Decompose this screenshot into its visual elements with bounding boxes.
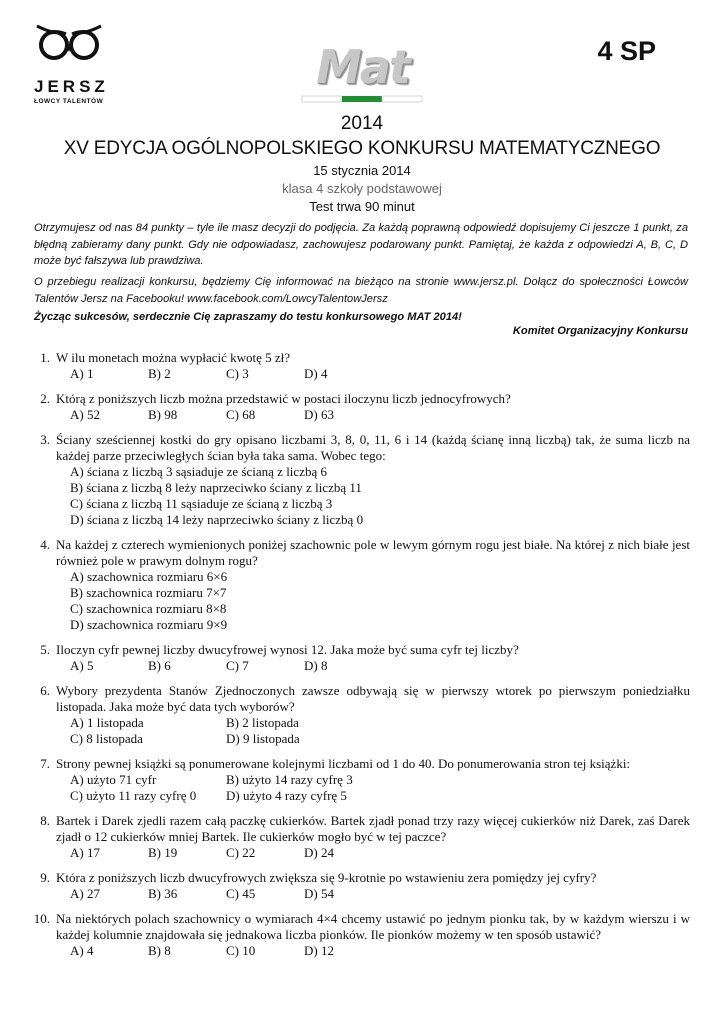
question-number: 3. — [40, 432, 50, 447]
option-b: B) 98 — [148, 407, 178, 422]
jersz-logo — [28, 22, 116, 112]
option-d: D) 63 — [304, 407, 334, 422]
question-list — [0, 350, 724, 968]
option-a: A) użyto 71 cyfr — [70, 772, 157, 787]
question-1 — [0, 350, 724, 382]
question-text: Która z poniższych liczb dwucyfrowych zwiększa się 9-krotnie po wstawieniu zera pomiędzy jej cyfry? — [56, 870, 597, 885]
option-a: A) 27 — [70, 886, 100, 901]
question-text: Na każdej z czterech wymienionych poniżej szachownic pole w lewym górnym rogu jest białe. Na której z nich białe jest również pole w prawym dolnym rogu? — [56, 537, 690, 568]
question-number: 9. — [40, 870, 50, 885]
option-d: D) 8 — [304, 658, 328, 673]
owl-eyes-icon — [33, 22, 105, 62]
option-d: D) 9 listopada — [226, 731, 300, 746]
question-text: Na niektórych polach szachownicy o wymiarach 4×4 chcemy ustawić po jednym pionku tak, by w każdym wierszu i w każdej kolumnie znajdowała się jednakowa liczba pionków. Ile pionków możemy w ten sposób ustawić? — [56, 911, 690, 942]
question-6 — [0, 683, 724, 747]
option-c: C) 10 — [226, 943, 256, 958]
contest-year: 2014 — [340, 113, 384, 134]
option-d: D) 24 — [304, 845, 334, 860]
option-b: B) 6 — [148, 658, 171, 673]
option-b: B) 2 — [148, 366, 171, 381]
question-text: Ściany sześciennej kostki do gry opisano liczbami 3, 8, 0, 11, 6 i 14 (każdą ścianę inną liczbą) tak, że suma liczb na każdej parze przeciwległych ścian była taka sama. Wobec tego: — [56, 432, 690, 463]
question-5 — [0, 642, 724, 674]
question-text: W ilu monetach można wypłacić kwotę 5 zł? — [56, 350, 291, 365]
committee-signature: Komitet Organizacyjny Konkursu — [512, 325, 688, 337]
option-b: B) 19 — [148, 845, 178, 860]
option-d: D) ściana z liczbą 14 leży naprzeciwko ściany z liczbą 0 — [70, 512, 364, 527]
question-number: 6. — [40, 683, 50, 698]
option-a: A) 17 — [70, 845, 100, 860]
option-a: A) 4 — [70, 943, 94, 958]
question-4 — [0, 537, 724, 633]
option-b: B) 8 — [148, 943, 171, 958]
grade-code: 4 SP — [597, 36, 656, 66]
option-a: A) 1 — [70, 366, 94, 381]
question-number: 4. — [40, 537, 50, 552]
option-b: B) 2 listopada — [226, 715, 299, 730]
question-text: Iloczyn cyfr pewnej liczby dwucyfrowej wynosi 12. Jaka może być suma cyfr tej liczby? — [56, 642, 519, 657]
option-c: C) 7 — [226, 658, 249, 673]
option-c: C) ściana z liczbą 11 sąsiaduje ze ścianą z liczbą 3 — [70, 496, 333, 511]
option-b: B) ściana z liczbą 8 leży naprzeciwko ściany z liczbą 11 — [70, 480, 362, 495]
mat-logo — [300, 38, 425, 106]
question-2 — [0, 391, 724, 423]
intro-invitation: Życząc sukcesów, serdecznie Cię zapraszamy do testu konkursowego MAT 2014! — [34, 311, 462, 323]
option-c: C) użyto 11 razy cyfrę 0 — [70, 788, 197, 803]
question-8 — [0, 813, 724, 861]
option-d: D) użyto 4 razy cyfrę 5 — [226, 788, 347, 803]
question-10 — [0, 911, 724, 959]
option-c: C) 8 listopada — [70, 731, 143, 746]
option-b: B) użyto 14 razy cyfrę 3 — [226, 772, 353, 787]
option-b: B) szachownica rozmiaru 7×7 — [70, 585, 227, 600]
option-c: C) 68 — [226, 407, 256, 422]
option-a: A) ściana z liczbą 3 sąsiaduje ze ścianą z liczbą 6 — [70, 464, 327, 479]
option-c: C) 22 — [226, 845, 256, 860]
jersz-logo-text: JERSZ — [34, 77, 109, 96]
question-number: 5. — [40, 642, 50, 657]
question-number: 1. — [40, 350, 50, 365]
question-number: 7. — [40, 756, 50, 771]
option-c: C) 45 — [226, 886, 256, 901]
option-d: D) szachownica rozmiaru 9×9 — [70, 617, 228, 632]
question-text: Którą z poniższych liczb można przedstawić w postaci iloczynu liczb jednocyfrowych? — [56, 391, 511, 406]
question-number: 2. — [40, 391, 50, 406]
mat-logo-word: Mat — [316, 40, 409, 94]
question-number: 8. — [40, 813, 50, 828]
question-text: Wybory prezydenta Stanów Zjednoczonych zawsze odbywają się w pierwszy wtorek po pierwszym poniedziałku listopada. Jaka może być data tych wyborów? — [56, 683, 690, 714]
question-7 — [0, 756, 724, 804]
option-d: D) 54 — [304, 886, 334, 901]
question-9 — [0, 870, 724, 902]
option-a: A) 1 listopada — [70, 715, 144, 730]
contest-date: 15 stycznia 2014 — [313, 163, 411, 178]
option-d: D) 4 — [304, 366, 328, 381]
question-3 — [0, 432, 724, 528]
test-duration: Test trwa 90 minut — [309, 199, 415, 214]
option-b: B) 36 — [148, 886, 178, 901]
option-a: A) szachownica rozmiaru 6×6 — [70, 569, 228, 584]
question-text: Bartek i Darek zjedli razem całą paczkę cukierków. Bartek zjadł ponad trzy razy więcej cukierków niż Darek, zaś Darek zjadł o 12 cukierków mniej Bartek. Ile cukierków mogło być w tej paczce? — [56, 813, 690, 844]
option-d: D) 12 — [304, 943, 334, 958]
question-number: 10. — [33, 911, 50, 926]
option-c: C) szachownica rozmiaru 8×8 — [70, 601, 227, 616]
intro-info: O przebiegu realizacji konkursu, będziemy Cię informować na bieżąco na stronie www.jersz.pl. Dołącz do społeczności Łowców Talentów Jersz na Facebooku! www.facebook.com/LowcyTalentowJersz — [34, 276, 688, 305]
option-a: A) 5 — [70, 658, 94, 673]
option-a: A) 52 — [70, 407, 100, 422]
jersz-logo-subtitle: ŁOWCY TALENTÓW — [34, 98, 104, 105]
option-c: C) 3 — [226, 366, 249, 381]
contest-title: XV EDYCJA OGÓLNOPOLSKIEGO KONKURSU MATEMATYCZNEGO — [63, 138, 661, 159]
class-level: klasa 4 szkoły podstawowej — [282, 181, 442, 196]
intro-rules: Otrzymujesz od nas 84 punkty – tyle ile masz decyzji do podjęcia. Za każdą poprawną odpowiedź dopisujemy Ci jeszcze 1 punkt, za błędną zabieramy dany punkt. Gdy nie odpowiadasz, zachowujesz podarowany punkt. Pamiętaj, że każda z odpowiedzi A, B, C, D może być fałszywa lub prawdziwa. — [34, 222, 688, 267]
question-text: Strony pewnej książki są ponumerowane kolejnymi liczbami od 1 do 40. Do ponumerowania stron tej książki: — [56, 756, 631, 771]
